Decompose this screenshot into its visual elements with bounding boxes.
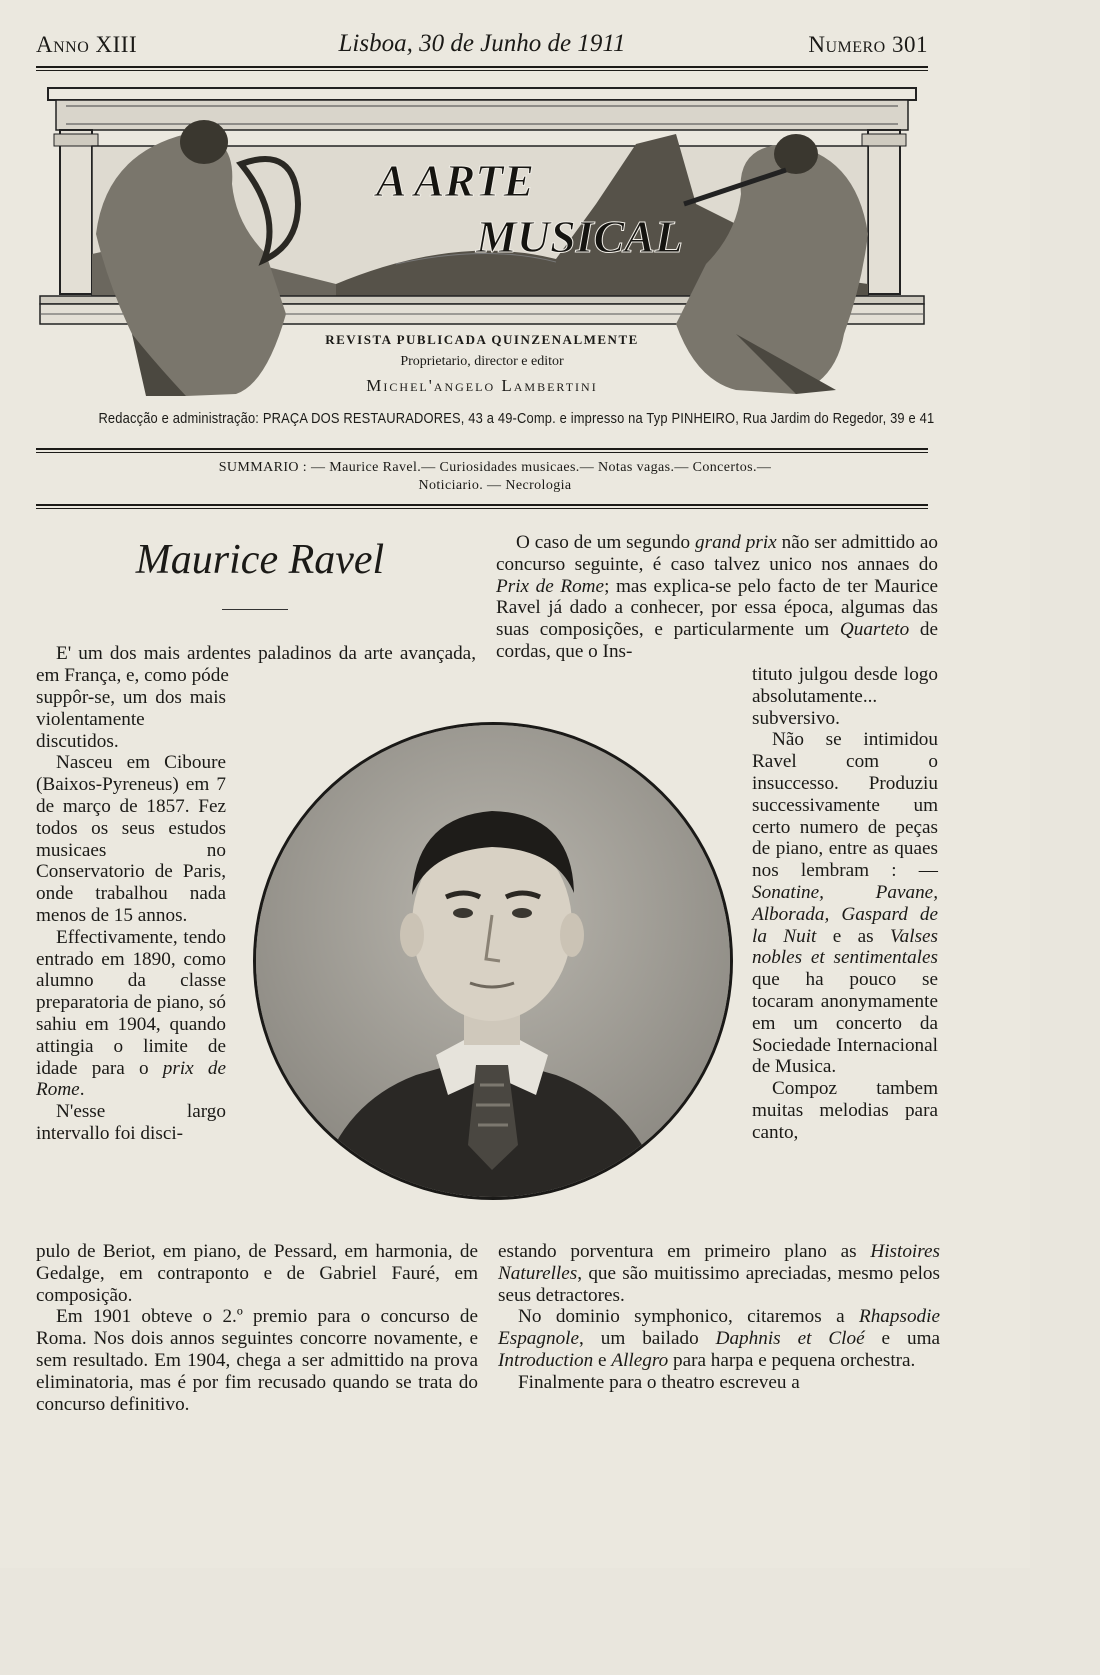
summary-line-1: SUMMARIO : — Maurice Ravel.— Curiosidades musicaes.— Notas vagas.— Concertos.— bbox=[218, 460, 772, 475]
masthead-title-line1: A ARTE bbox=[376, 155, 535, 206]
paragraph: Effectivamente, tendo entrado em 1890, como alumno da classe preparatoria de piano, só sahiu em 1904, quando attingia o limite de idade para o prix de Rome. bbox=[36, 926, 226, 1101]
paragraph: No dominio symphonico, citaremos a Rhapsodie Espagnole, um bailado Daphnis et Cloé e uma Introduction e Allegro para harpa e pequena orchestra. bbox=[498, 1306, 941, 1371]
paragraph: suppôr-se, um dos mais violentamente discutidos. bbox=[36, 687, 226, 752]
address-rule-thin bbox=[36, 452, 928, 453]
paragraph: N'esse largo intervallo foi disci- bbox=[36, 1101, 226, 1144]
masthead bbox=[36, 84, 928, 400]
paragraph: Em 1901 obteve o 2.º premio para o concurso de Roma. Nos dois annos seguintes concorre novamente, e sem resultado. Em 1904, chega a ser admittido na prova eliminatoria, mas é por fim recusado quando se trata do concurso definitivo. bbox=[36, 1306, 478, 1415]
paragraph: Compoz tambem muitas melodias para canto, bbox=[752, 1078, 938, 1143]
masthead-subtitle: REVISTA PUBLICADA QUINZENALMENTE bbox=[325, 332, 639, 347]
paragraph: Finalmente para o theatro escreveu a bbox=[518, 1371, 800, 1393]
portrait-image bbox=[256, 725, 730, 1197]
address-line: Redacção e administração: PRAÇA DOS RESTAURADORES, 43 a 49-Comp. e impresso na Typ PINHEIRO, Rua Jardim do Regedor, 39 e 41 bbox=[98, 410, 935, 427]
right-column-opening bbox=[496, 532, 938, 663]
left-column-closing bbox=[36, 1241, 478, 1415]
summary-rule-thin bbox=[36, 508, 928, 509]
volume-number: Anno XIII bbox=[36, 32, 138, 57]
paragraph: pulo de Beriot, em piano, de Pessard, em harmonia, de Gedalge, em contraponto e de Gabriel Fauré, em composição. bbox=[36, 1241, 478, 1306]
portrait-photo bbox=[253, 722, 733, 1200]
issue-header bbox=[36, 28, 928, 64]
owner-label: Proprietario, director e editor bbox=[400, 354, 564, 369]
summary-line-2: Noticiario. — Necrologia bbox=[418, 478, 572, 493]
address-rule bbox=[36, 448, 928, 450]
paragraph: Nasceu em Ciboure (Baixos-Pyreneus) em 7 de março de 1857. Fez todos os seus estudos musicaes no Conservatorio de Paris, onde trabalhou nada menos de 15 annos. bbox=[36, 752, 226, 926]
header-rule bbox=[36, 66, 928, 68]
issue-number: Numero 301 bbox=[808, 32, 928, 57]
title-rule bbox=[222, 609, 288, 610]
paragraph: estando porventura em primeiro plano as Histoires Naturelles, que são muitissimo apreciadas, mesmo pelos seus detractores. bbox=[498, 1241, 940, 1306]
dateline: Lisboa, 30 de Junho de 1911 bbox=[338, 30, 626, 57]
paragraph: E' um dos mais ardentes paladinos da arte avançada, em França, e, como póde bbox=[36, 643, 476, 686]
summary bbox=[110, 459, 880, 495]
paragraph: tituto julgou desde logo absolutamente... subversivo. bbox=[752, 664, 938, 729]
masthead-illustration bbox=[36, 84, 928, 400]
summary-rule bbox=[36, 504, 928, 506]
paragraph: O caso de um segundo grand prix não ser admittido ao concurso seguinte, é caso talvez unico nos annaes do Prix de Rome; mas explica-se pelo facto de ter Maurice Ravel já dado a conhecer, por essa época, algumas das suas composições, e particularmente um Quarteto de cordas, que o Ins- bbox=[496, 532, 939, 662]
right-column-wrap bbox=[752, 664, 938, 1144]
article-title: Maurice Ravel bbox=[135, 537, 385, 583]
right-column-closing bbox=[498, 1241, 940, 1394]
header-rule-thin bbox=[36, 70, 928, 71]
masthead-title-line2: MUSICAL bbox=[476, 211, 684, 262]
left-column-opening bbox=[36, 643, 476, 687]
left-column-wrap bbox=[36, 687, 226, 1145]
owner-name: Michel'angelo Lambertini bbox=[366, 376, 598, 395]
paragraph: Não se intimidou Ravel com o insuccesso. Produziu successivamente um certo numero de peças de piano, entre as quaes nos lembram : —Sonatine, Pavane, Alborada, Gaspard de la Nuit e as Valses nobles et sentimentales que ha pouco se tocaram anonymamente em um concerto da Sociedade Internacional de Musica. bbox=[752, 729, 939, 1078]
